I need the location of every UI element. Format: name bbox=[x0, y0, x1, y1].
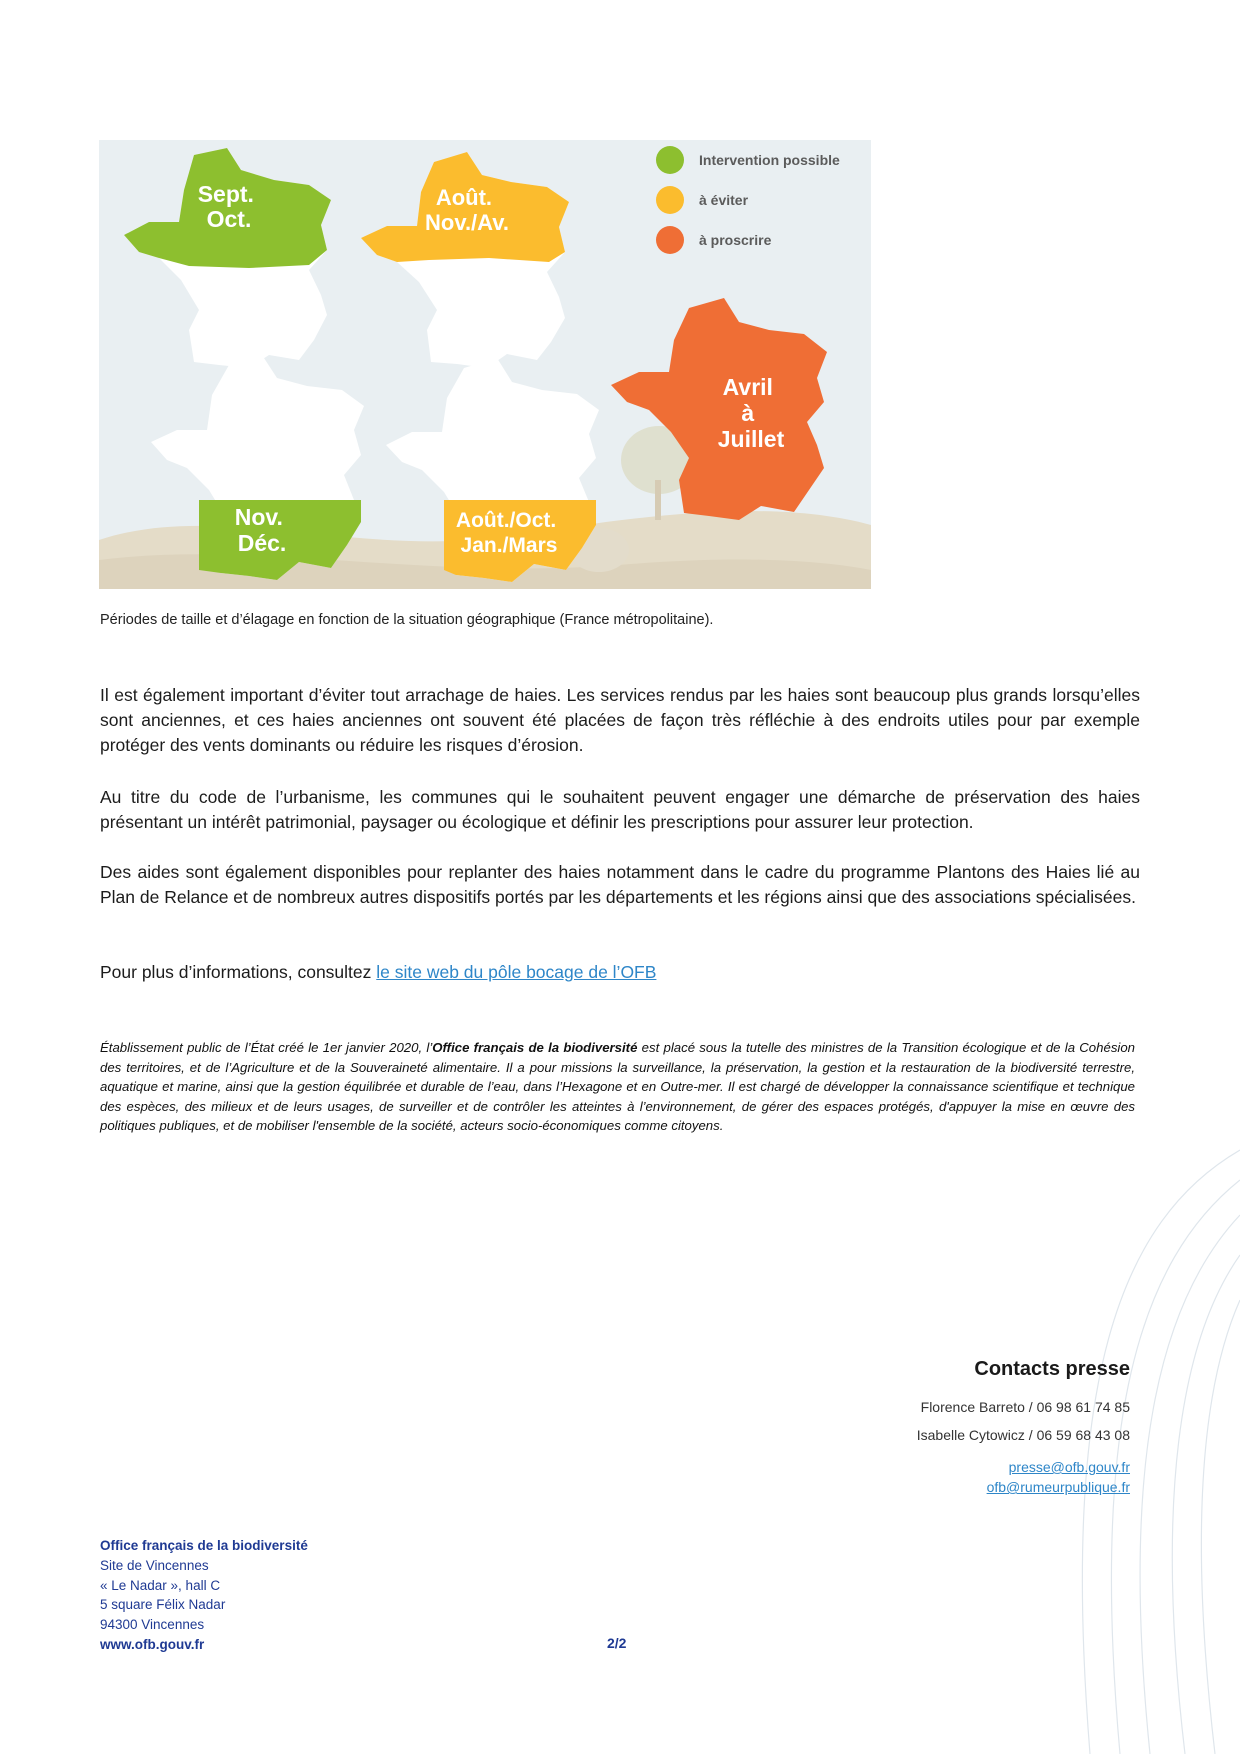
svg-text:à éviter: à éviter bbox=[699, 192, 749, 208]
footer-website-link[interactable]: www.ofb.gouv.fr bbox=[100, 1636, 205, 1652]
map-label-nov-dec: Nov. Déc. bbox=[234, 504, 287, 556]
pruning-periods-infographic bbox=[99, 140, 871, 589]
svg-text:Intervention possible: Intervention possible bbox=[699, 152, 840, 168]
ofb-institutional-statement bbox=[100, 1038, 1135, 1136]
map-label-aout-oct-jan-mars: Août./Oct. Jan./Mars bbox=[455, 509, 558, 557]
footer-address-line: 94300 Vincennes bbox=[100, 1617, 205, 1633]
map-label-avril-juillet: Avril à Juillet bbox=[717, 374, 785, 452]
press-contacts-title: Contacts presse bbox=[974, 1358, 1130, 1380]
paragraph-more-info bbox=[100, 960, 1140, 985]
svg-text:à proscrire: à proscrire bbox=[699, 232, 772, 248]
press-email-ofb[interactable]: presse@ofb.gouv.fr bbox=[1008, 1459, 1130, 1475]
figure-caption: Périodes de taille et d’élagage en fonction de la situation géographique (France métropolitaine). bbox=[100, 612, 714, 628]
paragraph-hedge-removal: Il est également important d’éviter tout arrachage de haies. Les services rendus par les haies sont beaucoup plus grands lorsqu’elles sont anciennes, et ces haies anciennes ont souvent été placées de façon très réfléchie à des endroits utiles pour par exemple protéger des vents dominants ou réduire les risques d’érosion. bbox=[100, 685, 1140, 755]
statement-intro: Établissement public de l’État créé le 1er janvier 2020, l’ bbox=[100, 1040, 433, 1055]
footer-address-line: 5 square Félix Nadar bbox=[100, 1597, 226, 1613]
page-number: 2/2 bbox=[607, 1635, 627, 1651]
footer-org-name: Office français de la biodiversité bbox=[100, 1538, 308, 1553]
paragraph-urban-code: Au titre du code de l’urbanisme, les communes qui le souhaitent peuvent engager une démarche de préservation des haies présentant un intérêt patrimonial, paysager ou écologique et définir les prescriptions pour assurer leur protection. bbox=[100, 787, 1140, 832]
paragraph-aid: Des aides sont également disponibles pour replanter des haies notamment dans le cadre du programme Plantons des Haies lié au Plan de Relance et de nombreux autres dispositifs portés par les départements et les régions ainsi que des associations spécialisées. bbox=[100, 862, 1140, 907]
more-info-text: Pour plus d’informations, consultez bbox=[100, 962, 377, 982]
map-label-aout-nov-av: Août. Nov./Av. bbox=[425, 185, 509, 235]
statement-org-name: Office français de la biodiversité bbox=[432, 1040, 638, 1055]
press-contact-1: Florence Barreto / 06 98 61 74 85 bbox=[920, 1399, 1130, 1415]
footer-address bbox=[100, 1536, 308, 1655]
footer-address-line: Site de Vincennes bbox=[100, 1557, 209, 1573]
press-email-rumeur[interactable]: ofb@rumeurpublique.fr bbox=[986, 1479, 1130, 1495]
map-label-sept-oct: Sept. Oct. bbox=[197, 181, 254, 232]
statement-body: est placé sous la tutelle des ministres de la Transition écologique et de la Cohésion des territoires, et de l’Agriculture et de la Souveraineté alimentaire. Il a pour missions la surveillance, la préservation, la gestion et la restauration de la biodiversité terrestre, aquatique et marine, ainsi que la gestion équilibrée et durable de l’eau, dans l’Hexagone et en Outre-mer. Il est chargé de développer la connaissance scientifique et technique des espèces, des milieux et de leurs usages, de surveiller et de contrôler les atteintes à l’environnement, de gérer des espaces protégés, d'appuyer la mise en œuvre des politiques publiques, et de mobiliser l'ensemble de la société, acteurs socio-économiques comme citoyens. bbox=[100, 1040, 1136, 1133]
press-contacts bbox=[917, 1358, 1130, 1497]
press-contact-2: Isabelle Cytowicz / 06 59 68 43 08 bbox=[916, 1427, 1130, 1443]
ofb-bocage-website-link[interactable]: le site web du pôle bocage de l’OFB bbox=[376, 962, 657, 982]
footer-address-line: « Le Nadar », hall C bbox=[100, 1577, 221, 1593]
